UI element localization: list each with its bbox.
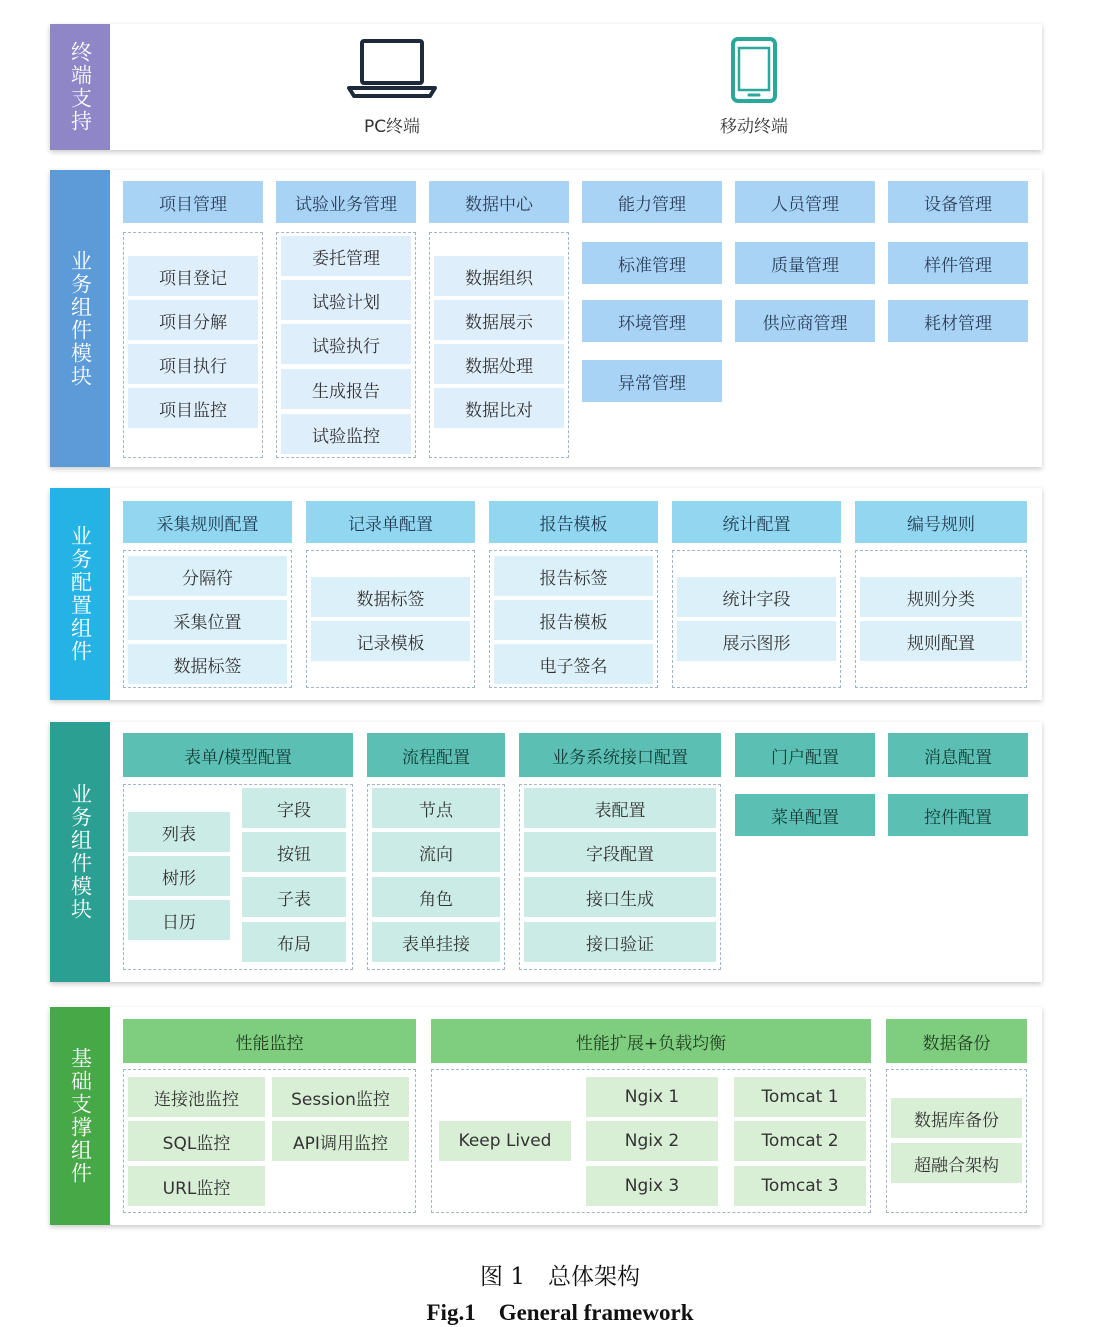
data-backup-header: 数据备份 [886, 1019, 1027, 1063]
figure-caption-zh: 图 1 总体架构 [480, 1264, 640, 1290]
list-item: URL监控 [128, 1166, 265, 1206]
collection-rule-header: 采集规则配置 [123, 501, 292, 543]
record-sheet-header: 记录单配置 [306, 501, 475, 543]
record-sheet-group [306, 550, 475, 688]
list-item: 连接池监控 [128, 1077, 265, 1117]
list-item: 规则分类 [860, 577, 1022, 617]
list-item: 数据标签 [311, 577, 470, 617]
terminal-side-label: 终端支持 [50, 24, 110, 150]
form-model-header: 表单/模型配置 [123, 733, 353, 777]
consumable-management: 耗材管理 [888, 300, 1028, 342]
list-item: 数据比对 [434, 388, 564, 428]
list-item: 数据标签 [128, 644, 287, 684]
list-item: 流向 [372, 832, 500, 872]
list-item: 子表 [242, 877, 346, 917]
mobile-terminal-label: 移动终端 [720, 117, 788, 137]
list-item: 项目分解 [128, 300, 258, 340]
data-backup-group [886, 1069, 1027, 1213]
sample-management: 样件管理 [888, 242, 1028, 284]
list-item: 电子签名 [494, 644, 653, 684]
list-item: 采集位置 [128, 600, 287, 640]
base-support-layer [50, 1007, 1042, 1225]
flow-config-header: 流程配置 [367, 733, 505, 777]
list-item: Session监控 [272, 1077, 409, 1117]
list-item: 接口生成 [524, 877, 716, 917]
capability-management: 能力管理 [582, 181, 722, 223]
data-center-header: 数据中心 [429, 181, 569, 223]
menu-config: 菜单配置 [735, 794, 875, 836]
control-config: 控件配置 [888, 794, 1028, 836]
list-item: 表单挂接 [372, 922, 500, 962]
business-config-layer [50, 488, 1042, 700]
list-item: 布局 [242, 922, 346, 962]
statistics-config-header: 统计配置 [672, 501, 841, 543]
list-item: Ngix 3 [586, 1166, 718, 1206]
laptop-icon [345, 38, 439, 100]
exception-management: 异常管理 [582, 360, 722, 402]
list-item: 报告模板 [494, 600, 653, 640]
equipment-management: 设备管理 [888, 181, 1028, 223]
list-item: Ngix 1 [586, 1077, 718, 1117]
terminal-layer [50, 24, 1042, 150]
list-item: 字段配置 [524, 832, 716, 872]
list-item: 项目监控 [128, 388, 258, 428]
list-item: 日历 [128, 900, 230, 940]
list-item: API调用监控 [272, 1121, 409, 1161]
interface-config-header: 业务系统接口配置 [519, 733, 721, 777]
list-item: Tomcat 3 [734, 1166, 866, 1206]
keep-lived: Keep Lived [439, 1121, 571, 1161]
list-item: 字段 [242, 788, 346, 828]
statistics-config-group [672, 550, 841, 688]
list-item: Tomcat 2 [734, 1121, 866, 1161]
list-item: 接口验证 [524, 922, 716, 962]
list-item: 列表 [128, 812, 230, 852]
list-item: 表配置 [524, 788, 716, 828]
list-item: 数据展示 [434, 300, 564, 340]
numbering-rule-group [855, 550, 1027, 688]
list-item: Tomcat 1 [734, 1077, 866, 1117]
test-business-header: 试验业务管理 [276, 181, 416, 223]
list-item: 角色 [372, 877, 500, 917]
project-management-header: 项目管理 [123, 181, 263, 223]
list-item: 试验执行 [281, 324, 411, 364]
performance-monitoring-header: 性能监控 [123, 1019, 416, 1063]
report-template-header: 报告模板 [489, 501, 658, 543]
list-item: 分隔符 [128, 556, 287, 596]
message-config-header: 消息配置 [888, 733, 1028, 777]
list-item: 项目执行 [128, 344, 258, 384]
list-item: 记录模板 [311, 621, 470, 661]
tablet-icon [728, 36, 780, 104]
list-item: 超融合架构 [891, 1143, 1022, 1183]
list-item: 按钮 [242, 832, 346, 872]
list-item: 展示图形 [677, 621, 836, 661]
list-item: 统计字段 [677, 577, 836, 617]
pc-terminal-label: PC终端 [363, 117, 421, 137]
base-support-side-label: 基础支撑组件 [50, 1007, 110, 1225]
environment-management: 环境管理 [582, 300, 722, 342]
supplier-management: 供应商管理 [735, 300, 875, 342]
business-config-side-label: 业务配置组件 [50, 488, 110, 700]
numbering-rule-header: 编号规则 [855, 501, 1027, 543]
list-item: 生成报告 [281, 369, 411, 409]
list-item: 数据组织 [434, 256, 564, 296]
portal-config-header: 门户配置 [735, 733, 875, 777]
personnel-management: 人员管理 [735, 181, 875, 223]
list-item: 数据库备份 [891, 1098, 1022, 1138]
list-item: Ngix 2 [586, 1121, 718, 1161]
business-module2-layer [50, 722, 1042, 982]
list-item: 节点 [372, 788, 500, 828]
quality-management: 质量管理 [735, 242, 875, 284]
figure-caption-en: Fig.1 General framework [426, 1300, 694, 1325]
list-item: 报告标签 [494, 556, 653, 596]
list-item: 树形 [128, 856, 230, 896]
list-item: 试验计划 [281, 280, 411, 320]
list-item: 规则配置 [860, 621, 1022, 661]
business-module-side-label: 业务组件模块 [50, 170, 110, 467]
list-item: 试验监控 [281, 414, 411, 454]
list-item: 项目登记 [128, 256, 258, 296]
scaling-load-balance-header: 性能扩展+负载均衡 [431, 1019, 871, 1063]
list-item: 数据处理 [434, 344, 564, 384]
list-item: SQL监控 [128, 1121, 265, 1161]
business-module2-side-label: 业务组件模块 [50, 722, 110, 982]
business-module-layer [50, 170, 1042, 467]
standard-management: 标准管理 [582, 242, 722, 284]
list-item: 委托管理 [281, 236, 411, 276]
